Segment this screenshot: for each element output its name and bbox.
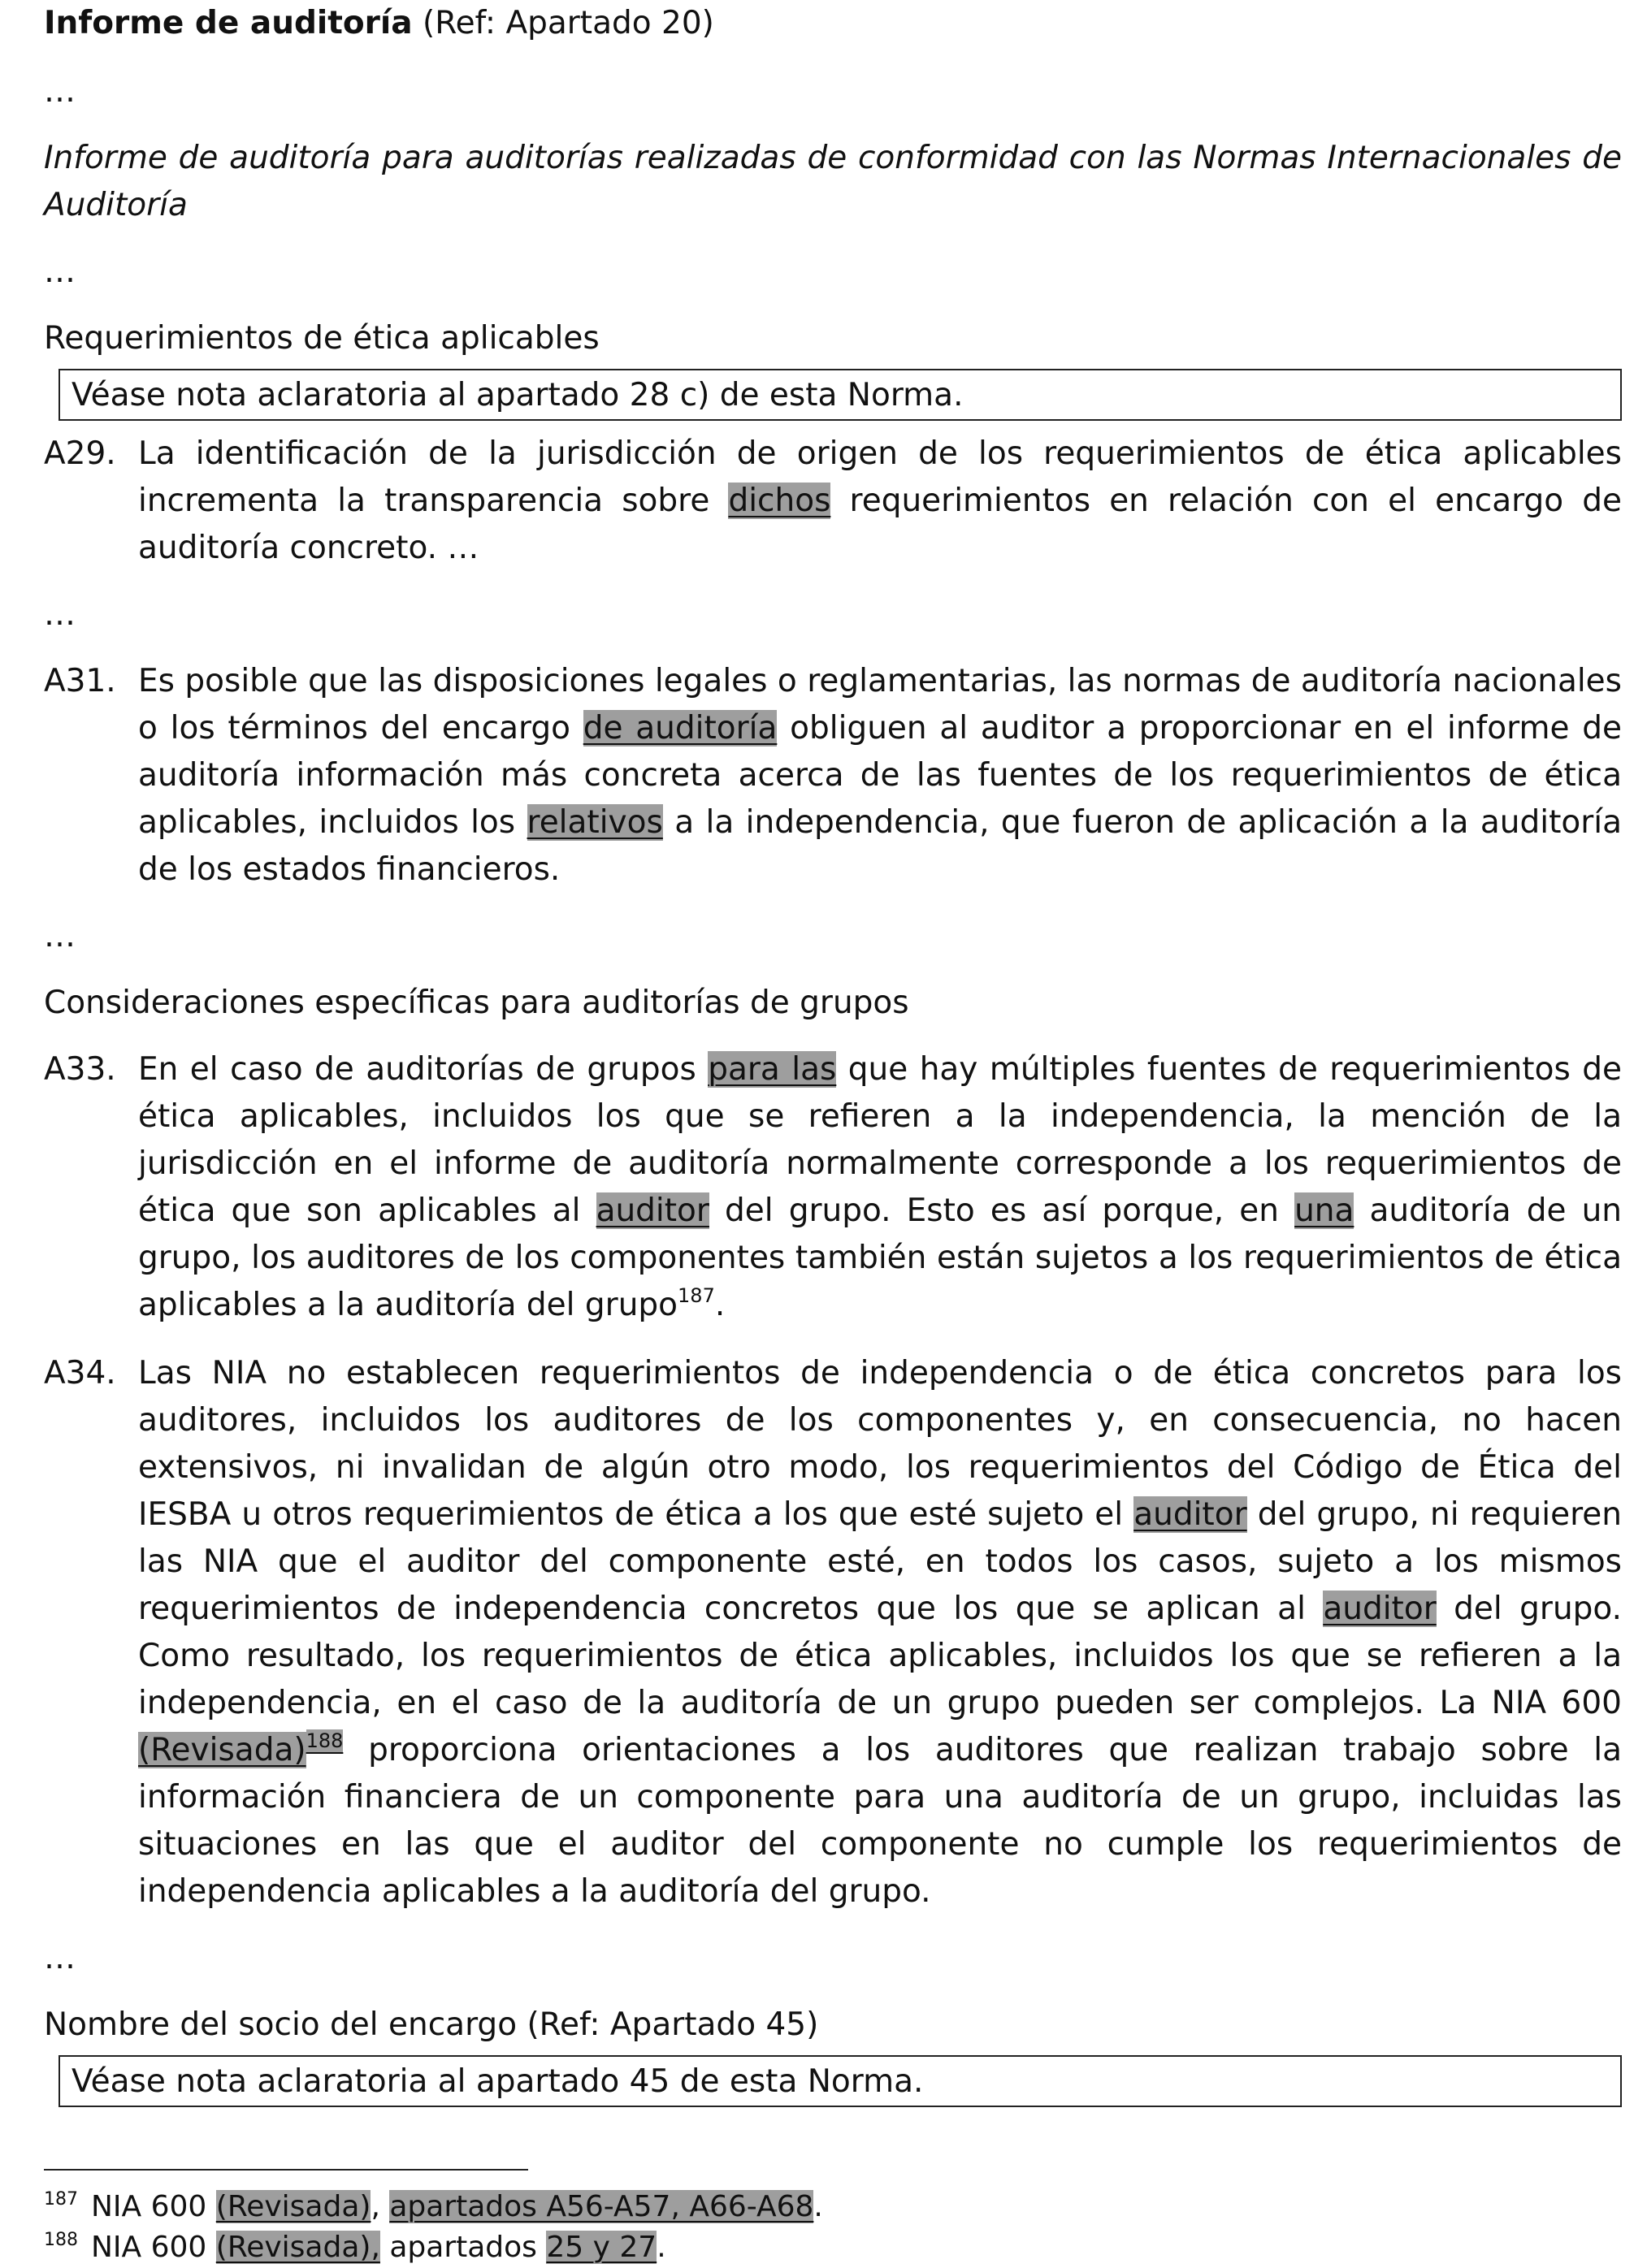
paragraph-number: A29. (44, 435, 116, 472)
highlighted-term: una (1294, 1192, 1354, 1229)
footnote-188: $^{188}$ NIA 600 (Revisada), apartados 25 y 27. (44, 2230, 666, 2264)
note-box-28c: Véase nota aclaratoria al apartado 28 c) de esta Norma. (59, 369, 1622, 421)
highlighted-term: auditor (596, 1192, 709, 1229)
heading-title: Informe de auditoría (44, 5, 413, 41)
note-box-45: Véase nota aclaratoria al apartado 45 de esta Norma. (59, 2055, 1622, 2107)
heading-ref: (Ref: Apartado 20) (412, 5, 714, 41)
paragraph-number: A33. (44, 1051, 116, 1088)
highlighted-term: 25 y 27 (546, 2231, 657, 2264)
highlighted-term: para las (708, 1051, 837, 1088)
highlighted-term: (Revisada) (138, 1732, 306, 1768)
footnote-divider (44, 2169, 528, 2171)
ellipsis: … (44, 1940, 76, 1976)
highlighted-term: (Revisada), (215, 2231, 380, 2264)
footnote-ref-187[interactable]: 187 (678, 1284, 715, 1307)
highlighted-term: relativos (527, 804, 663, 841)
ellipsis: … (44, 73, 76, 110)
footnote-ref-188[interactable]: 188 (306, 1729, 344, 1752)
italic-subheading: Informe de auditoría para auditorías realizadas de conformidad con las Normas Internacionales de Auditoría (44, 140, 1622, 223)
paragraph-text: En el caso de auditorías de grupos para las que hay múltiples fuentes de requerimientos de ética aplicables, incluidos los que se refieren a la independencia, la mención de la jurisdicción en el informe de auditoría normalmente corresponde a los requerimientos de ética que son aplicables al auditor del grupo. Esto es así porque, en una auditoría de un grupo, los auditores de los componentes también están sujetos a los requerimientos de ética aplicables a la auditoría del grupo$^{187}$. (138, 1051, 1623, 1323)
highlighted-term: (Revisada) (215, 2190, 371, 2223)
ellipsis: … (44, 596, 76, 633)
footnote-number: 187 (44, 2189, 78, 2210)
section-heading-groups: Consideraciones específicas para auditorías de grupos (44, 985, 909, 1021)
document-page (44, 0, 1622, 2268)
paragraph-text: Las NIA no establecen requerimientos de independencia o de ética concretos para los auditores, incluidos los auditores de los componentes y, en consecuencia, no hacen extensivos, ni invalidan de algún otro modo, los requerimientos del Código de Ética del IESBA u otros requerimientos de ética a los que esté sujeto el auditor del grupo, ni requieren las NIA que el auditor del componente esté, en todos los casos, sujeto a los mismos requerimientos de independencia concretos que los que se aplican al auditor del grupo. Como resultado, los requerimientos de ética aplicables, incluidos los que se refieren a la independencia, en el caso de la auditoría de un grupo pueden ser complejos. La NIA 600 (Revisada)$^{188}$ proporciona orientaciones a los auditores que realizan trabajo sobre la información financiera de un componente para una auditoría de un grupo, incluidas las situaciones en las que el auditor del componente no cumple los requerimientos de independencia aplicables a la auditoría del grupo. (138, 1355, 1622, 1910)
section-heading-partner: Nombre del socio del encargo (Ref: Apartado 45) (44, 2006, 819, 2043)
footnote-number: 188 (44, 2230, 78, 2250)
paragraph-a34 (44, 1350, 1622, 1915)
highlighted-term: auditor (1133, 1496, 1247, 1533)
highlighted-term: de auditoría (583, 710, 778, 747)
footnote-187: $^{187}$ NIA 600 (Revisada), apartados A56-A57, A66-A68. (44, 2189, 823, 2223)
paragraph-number: A31. (44, 663, 116, 699)
paragraph-a31 (44, 658, 1622, 894)
page-heading (44, 0, 1622, 47)
section-heading-ethics: Requerimientos de ética aplicables (44, 320, 600, 357)
paragraph-a33 (44, 1046, 1622, 1329)
paragraph-text: Es posible que las disposiciones legales o reglamentarias, las normas de auditoría nacionales o los términos del encargo de auditoría obliguen al auditor a proporcionar en el informe de auditoría información más concreta acerca de las fuentes de los requerimientos de ética aplicables, incluidos los relativos a la independencia, que fueron de aplicación a la auditoría de los estados financieros. (138, 663, 1622, 888)
paragraph-a29 (44, 431, 1622, 572)
paragraph-number: A34. (44, 1355, 116, 1392)
highlighted-term: auditor (1323, 1591, 1437, 1627)
highlighted-term: apartados A56-A57, A66-A68 (389, 2190, 814, 2223)
highlighted-term: dichos (728, 483, 831, 519)
ellipsis: … (44, 918, 76, 954)
ellipsis: … (44, 253, 76, 290)
paragraph-text: La identificación de la jurisdicción de origen de los requerimientos de ética aplicables incrementa la transparencia sobre dichos requerimientos en relación con el encargo de auditoría concreto. … (138, 435, 1622, 566)
